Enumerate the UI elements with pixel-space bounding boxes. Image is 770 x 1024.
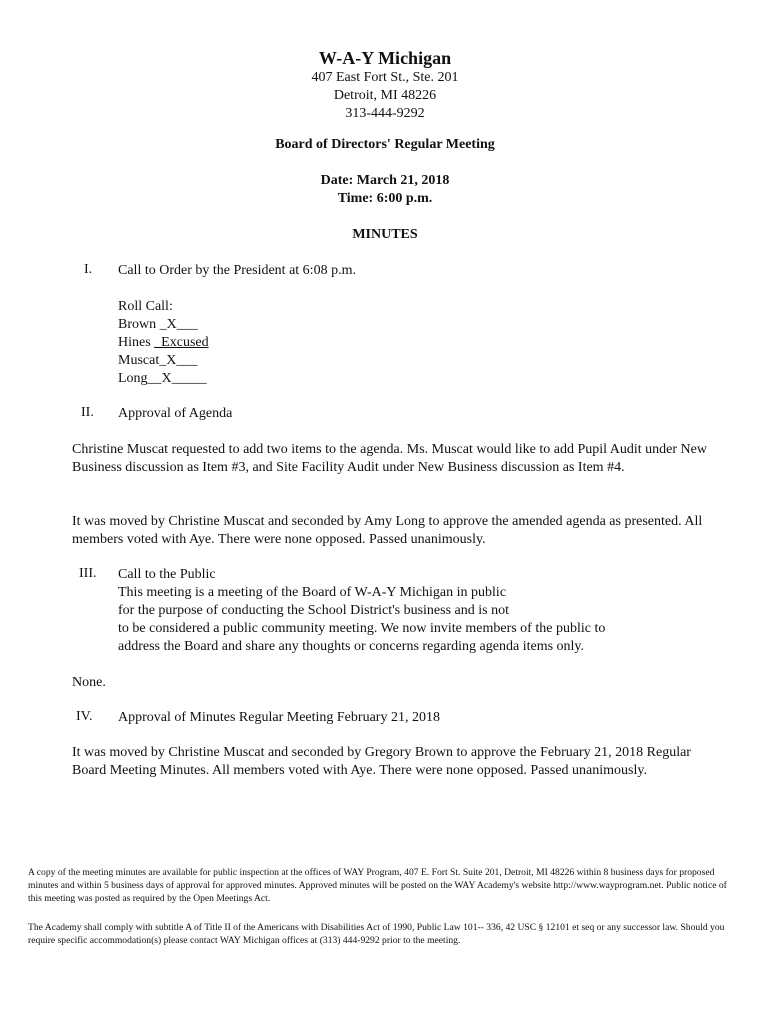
address-line-1: 407 East Fort St., Ste. 201 [311, 70, 459, 85]
roll-call-hines [118, 334, 209, 352]
public-none: None. [72, 675, 106, 690]
public-text-line-4: address the Board and share any thoughts or concerns regarding agenda items only. [118, 639, 585, 654]
section-1-number: I. [84, 262, 93, 277]
agenda-paragraph-1: Christine Muscat requested to add two items to the agenda. Ms. Muscat would like to add Pupil Audit under New Business discussion as Item #3, and Site Facility Audit under New Business discussion as Item #4. [72, 442, 707, 475]
public-text-line-1: This meeting is a meeting of the Board of W-A-Y Michigan in public [118, 585, 507, 600]
section-4-title: Approval of Minutes Regular Meeting February 21, 2018 [118, 710, 440, 725]
roll-call-label: Roll Call: [118, 299, 173, 314]
footer-notice-public-inspection: A copy of the meeting minutes are available for public inspection at the offices of WAY Program, 407 E. Fort St. Suite 201, Detroit, MI 48226 within 8 business days for proposed minutes and within 5 business days of approval for approved minutes. Approved minutes will be posted on the WAY Academy's website http://www.wayprogram.net. Public notice of this meeting was posted as required by the Open Meetings Act. [28, 867, 727, 904]
roll-call-long: Long__X_____ [118, 371, 207, 386]
document-title: MINUTES [352, 227, 418, 242]
section-3-number: III. [79, 566, 97, 581]
roll-mark: _X___ [159, 317, 198, 332]
address-line-2: Detroit, MI 48226 [333, 88, 437, 103]
roll-name: Brown [118, 317, 160, 332]
footer-notice-ada: The Academy shall comply with subtitle A of Title II of the Americans with Disabilities Act of 1990, Public Law 101-- 336, 42 USC § 12101 et seq or any successor law. Should you require specific accommodation(s) please contact WAY Michigan offices at (313) 444-9292 prior to the meeting. [28, 922, 725, 946]
roll-name: Hines [118, 335, 155, 350]
roll-call-muscat: Muscat_X___ [118, 353, 198, 368]
phone-number: 313-444-9292 [345, 106, 425, 121]
meeting-title: Board of Directors' Regular Meeting [275, 137, 495, 152]
minutes-approval-paragraph: It was moved by Christine Muscat and seconded by Gregory Brown to approve the February 21, 2018 Regular Board Meeting Minutes. All members voted with Aye. There were none opposed. Passed unanimously. [72, 745, 691, 778]
meeting-time: Time: 6:00 p.m. [337, 191, 433, 206]
public-text-line-2: for the purpose of conducting the School District's business and is not [118, 603, 509, 618]
public-text-line-3: to be considered a public community meeting. We now invite members of the public to [118, 621, 606, 636]
org-name: W-A-Y Michigan [318, 48, 452, 68]
section-4-number: IV. [76, 709, 93, 724]
section-1-title: Call to Order by the President at 6:08 p.m. [118, 263, 356, 278]
agenda-paragraph-2: It was moved by Christine Muscat and seconded by Amy Long to approve the amended agenda as presented. All members voted with Aye. There were none opposed. Passed unanimously. [72, 514, 703, 547]
roll-call-brown [118, 316, 198, 334]
section-3-title: Call to the Public [118, 567, 216, 582]
section-2-title: Approval of Agenda [118, 406, 233, 421]
roll-mark: _Excused [154, 335, 209, 350]
section-2-number: II. [81, 405, 94, 420]
meeting-date: Date: March 21, 2018 [320, 173, 450, 188]
